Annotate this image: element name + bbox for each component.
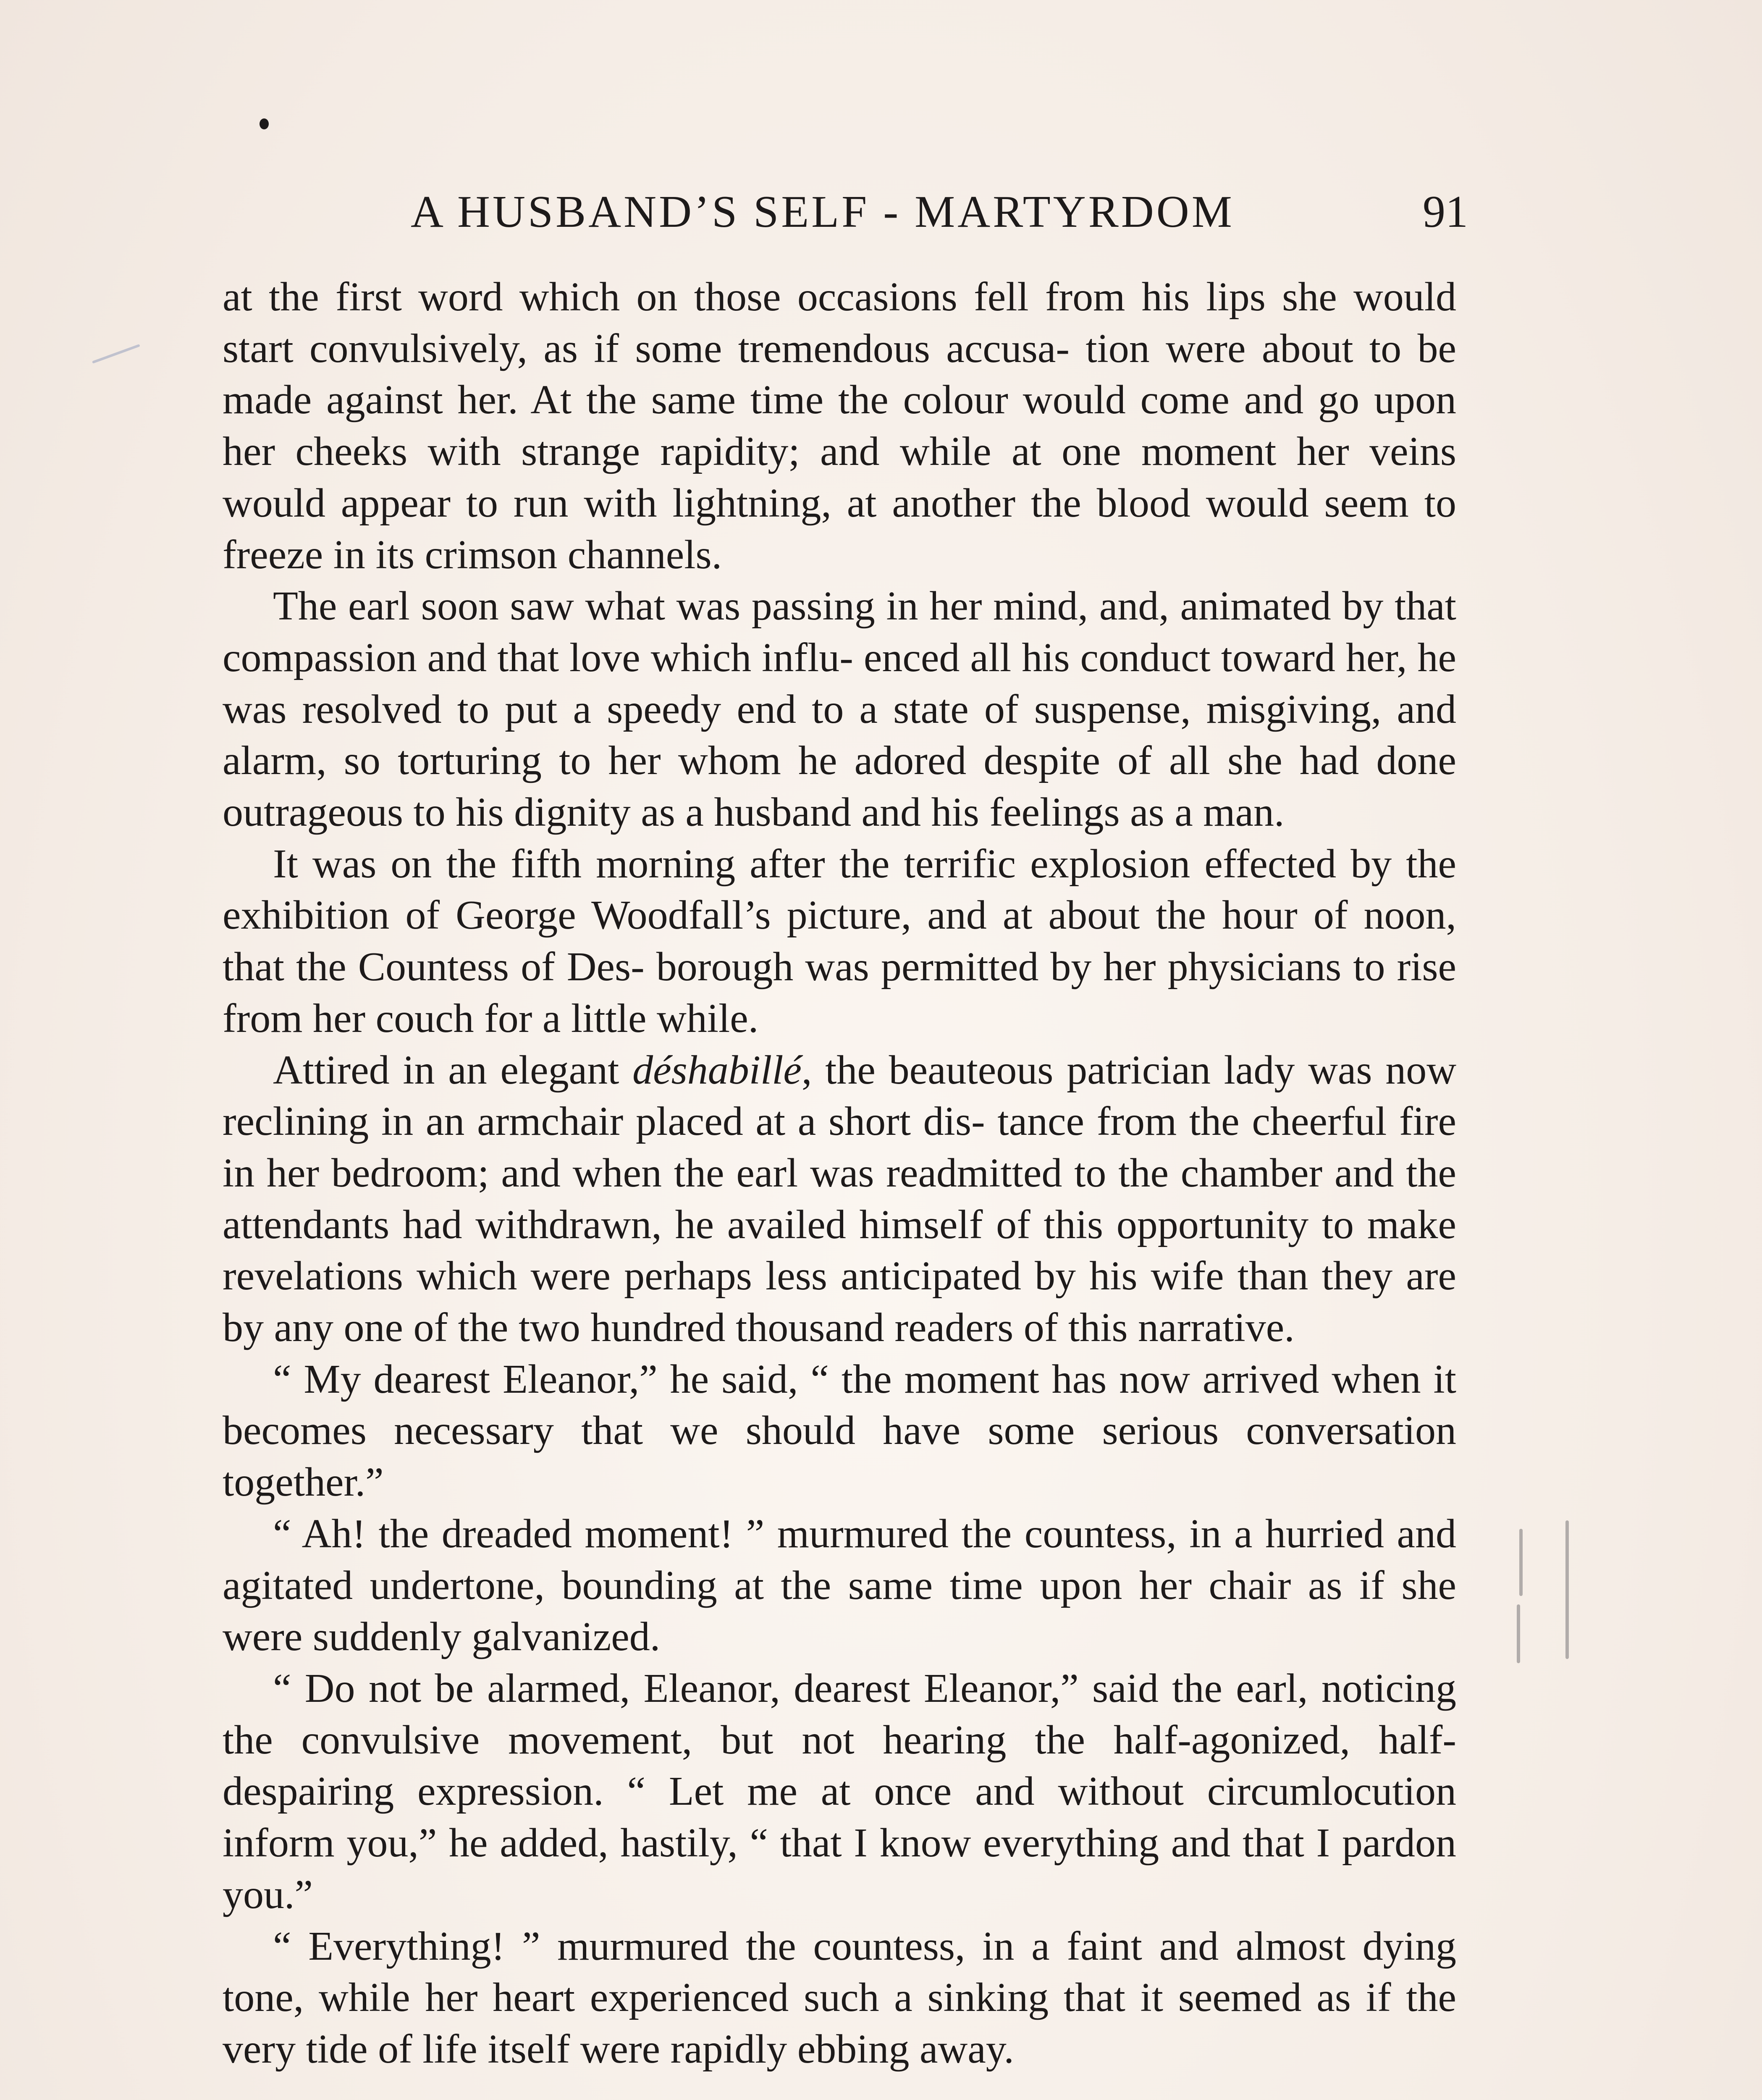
dialogue-paragraph: “ Ah! the dreaded moment! ” murmured the countess, in a hurried and agitated undertone, bounding at the same time upon her chair as if she were suddenly galvanized.: [223, 1511, 1456, 1660]
paragraph: The earl soon saw what was passing in her mind, and, animated by that compassion and that love which influ- enced all his conduct toward her, he was resolved to put a speedy end to a state of suspense, misgiving, and alarm, so torturing to her whom he adored despite of all she had done outrageous to his dignity as a husband and his feelings as a man.: [223, 583, 1456, 835]
paragraph-text: , the beauteous patrician lady was now reclining in an armchair placed at a short dis- tance from the cheerful fire in her bedroom; and when the earl was readmitted to the chamber and the attendants had withdrawn, he availed himself of this opportunity to make revelations which were perhaps less anticipated by his wife than they are by any one of the two hundred thousand readers of this narrative.: [223, 1047, 1456, 1351]
italic-word: déshabillé: [632, 1047, 802, 1093]
running-title: A HUSBAND’S SELF - MARTYRDOM: [411, 187, 1235, 237]
paragraph: It was on the fifth morning after the terrific explosion effected by the exhibition of George Woodfall’s picture, and at about the hour of noon, that the Countess of Des- borough was permitted by her physicians to rise from her couch for a little while.: [223, 841, 1456, 1041]
margin-mark: [1519, 1529, 1523, 1596]
dialogue-paragraph: “ Do not be alarmed, Eleanor, dearest Eleanor,” said the earl, noticing the convulsive movement, but not hearing the half-agonized, half-despairing expression. “ Let me at once and without circumlocution inform you,” he added, hastily, “ that I know everything and that I pardon you.”: [223, 1665, 1456, 1917]
paragraph-text: Attired in an elegant: [273, 1047, 633, 1093]
dialogue-paragraph: “ Everything! ” murmured the countess, in a faint and almost dying tone, while her heart experienced such a sinking that it seemed as if the very tide of life itself were rapidly ebbing away.: [223, 1923, 1456, 2072]
paragraph-continued: at the first word which on those occasions fell from his lips she would start convulsively, as if some tremendous accusa- tion were about to be made against her. At the same time the colour would come and go upon her cheeks with strange rapidity; and while at one moment her veins would appear to run with lightning, at another the blood would seem to freeze in its crimson channels.: [223, 274, 1456, 578]
margin-mark: [1517, 1604, 1520, 1663]
dialogue-paragraph: “ My dearest Eleanor,” he said, “ the moment has now arrived when it becomes necessary that we should have some serious conversation together.”: [223, 1356, 1456, 1505]
page-number: 91: [1423, 187, 1468, 237]
margin-mark: [1565, 1520, 1569, 1659]
paragraph: [223, 1045, 1456, 1354]
ink-dot: [260, 118, 269, 129]
body-text: [223, 271, 1456, 2075]
page-header: [223, 176, 1468, 248]
